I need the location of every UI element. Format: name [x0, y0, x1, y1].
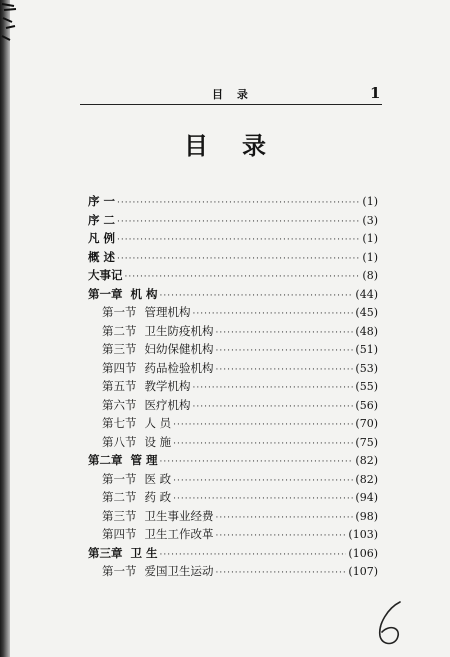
toc-leader-dots	[125, 272, 361, 282]
toc-entry-title: 序 二	[88, 212, 116, 227]
toc-entry-title: 药品检验机构	[144, 360, 214, 375]
toc-entry-title: 药 政	[144, 490, 172, 504]
toc-entry[interactable]	[88, 341, 378, 360]
toc-entry-title: 管理机构	[144, 305, 191, 319]
toc-entry-title: 爱国卫生运动	[144, 564, 214, 578]
toc-entry-page: (82)	[355, 454, 378, 467]
toc-leader-dots	[216, 568, 347, 578]
toc-entry-number: 第五节	[102, 379, 137, 393]
header-rule	[80, 104, 382, 105]
toc-entry-title: 机 构	[130, 286, 158, 301]
toc-entry-title: 概 述	[88, 249, 116, 264]
toc-leader-dots	[216, 531, 347, 541]
toc-entry-page: (48)	[355, 324, 378, 338]
toc-entry-page: (1)	[362, 250, 378, 264]
handwritten-page-mark	[370, 598, 412, 648]
toc-entry-number: 第二章	[88, 453, 123, 467]
toc-entry-number: 第三节	[102, 508, 137, 523]
toc-entry[interactable]	[88, 545, 378, 564]
toc-leader-dots	[216, 346, 354, 356]
toc-entry-page: (55)	[355, 380, 378, 393]
toc-leader-dots	[216, 513, 354, 523]
toc-entry-number: 第一节	[102, 471, 137, 486]
toc-entry-page: (75)	[355, 435, 378, 449]
toc-entry-number: 第一节	[102, 564, 137, 578]
toc-entry-number: 第一章	[88, 286, 123, 301]
toc-entry-title: 教学机构	[144, 379, 191, 393]
toc-entry-title: 妇幼保健机构	[144, 342, 214, 356]
margin-scrawl-mark	[0, 0, 20, 60]
toc-entry[interactable]	[88, 434, 378, 453]
toc-entry[interactable]	[88, 471, 378, 490]
toc-entry-page: (94)	[355, 491, 378, 504]
toc-entry-number: 第二节	[102, 490, 137, 504]
toc-entry[interactable]	[88, 378, 378, 397]
toc-entry-title: 人 员	[144, 416, 172, 430]
toc-entry-title: 管 理	[130, 453, 158, 467]
toc-entry-number: 第三章	[88, 545, 123, 560]
toc-entry-title: 卫生工作改革	[144, 527, 214, 541]
toc-entry-page: (107)	[348, 565, 378, 578]
toc-entry-page: (1)	[362, 232, 378, 245]
toc-leader-dots	[173, 476, 353, 486]
toc-entry-title: 医 政	[144, 471, 172, 486]
running-title: 目 录	[212, 88, 253, 101]
toc-entry-number: 第四节	[102, 360, 137, 375]
toc-leader-dots	[117, 235, 360, 245]
toc-leader-dots	[160, 550, 347, 560]
toc-entry-title: 医疗机构	[144, 397, 191, 412]
toc-leader-dots	[173, 420, 353, 430]
toc-entry[interactable]	[88, 526, 378, 545]
toc-entry-title: 设 施	[144, 434, 172, 449]
toc-entry[interactable]	[88, 397, 378, 416]
toc-leader-dots	[193, 383, 354, 393]
toc-entry[interactable]	[88, 212, 378, 231]
toc-leader-dots	[193, 309, 354, 319]
toc-entry-title: 大事记	[88, 268, 123, 282]
toc-entry-page: (82)	[355, 472, 378, 486]
toc-entry-number: 第六节	[102, 397, 137, 412]
toc-heading: 目录	[184, 131, 300, 160]
toc-entry[interactable]	[88, 286, 378, 305]
toc-entry-page: (103)	[348, 528, 378, 541]
toc-entry-title: 凡 例	[88, 231, 116, 245]
toc-entry-page: (45)	[355, 306, 378, 319]
toc-leader-dots	[216, 365, 354, 375]
toc-entry[interactable]	[88, 193, 378, 212]
toc-entry[interactable]	[88, 267, 378, 286]
toc-entry[interactable]	[88, 452, 378, 471]
toc-entry-page: (1)	[362, 195, 378, 208]
toc-leader-dots	[216, 328, 354, 338]
toc-entry-title: 序 一	[88, 194, 116, 208]
toc-entry-page: (44)	[355, 287, 378, 301]
toc-entry-title: 卫 生	[130, 545, 158, 560]
toc-entry[interactable]	[88, 563, 378, 582]
toc-entry-number: 第八节	[102, 434, 137, 449]
toc-entry[interactable]	[88, 230, 378, 249]
toc-entry-title: 卫生事业经费	[144, 508, 214, 523]
toc-entry-title: 卫生防疫机构	[144, 323, 214, 338]
toc-entry-page: (51)	[355, 343, 378, 356]
toc-leader-dots	[193, 402, 354, 412]
toc-entry-page: (70)	[355, 417, 378, 430]
toc-leader-dots	[160, 291, 354, 301]
toc-entry-number: 第二节	[102, 323, 137, 338]
toc-entry-number: 第一节	[102, 305, 137, 319]
toc-entry-number: 第三节	[102, 342, 137, 356]
toc-entry-number: 第四节	[102, 527, 137, 541]
toc-entry-page: (98)	[355, 509, 378, 523]
page-number: 1	[370, 84, 381, 102]
toc-leader-dots	[117, 217, 360, 227]
toc-entry[interactable]	[88, 489, 378, 508]
toc-leader-dots	[160, 457, 354, 467]
toc-leader-dots	[173, 494, 353, 504]
toc-entry-page: (56)	[355, 398, 378, 412]
toc-list	[88, 193, 378, 582]
toc-leader-dots	[173, 439, 353, 449]
toc-entry[interactable]	[88, 323, 378, 342]
toc-entry-number: 第七节	[102, 416, 137, 430]
toc-entry-page: (106)	[348, 546, 378, 560]
toc-leader-dots	[117, 198, 360, 208]
toc-leader-dots	[117, 254, 360, 264]
handwritten-note-text: 6	[370, 598, 371, 599]
toc-entry[interactable]	[88, 249, 378, 268]
toc-entry-page: (8)	[362, 269, 378, 282]
running-header	[0, 84, 450, 104]
toc-entry[interactable]	[88, 508, 378, 527]
toc-entry-page: (53)	[355, 361, 378, 375]
toc-entry[interactable]	[88, 304, 378, 323]
toc-entry-page: (3)	[362, 213, 378, 227]
toc-entry[interactable]	[88, 360, 378, 379]
toc-entry[interactable]	[88, 415, 378, 434]
